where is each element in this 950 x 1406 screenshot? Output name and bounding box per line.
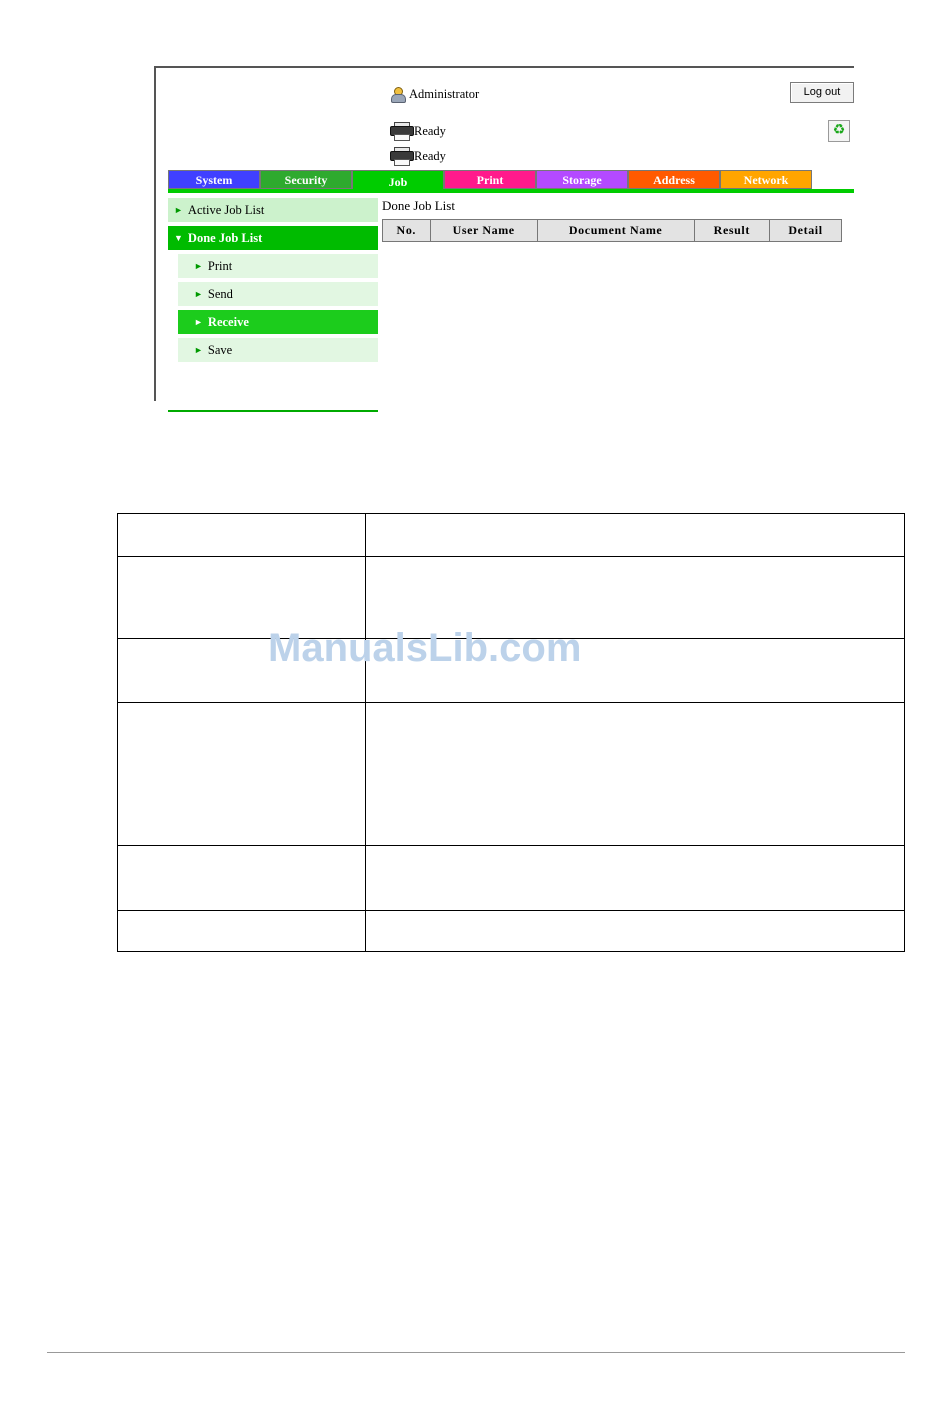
panel-left-border — [154, 66, 156, 401]
table-cell-label — [118, 514, 366, 557]
watermark: ManualsLib.com — [268, 626, 582, 670]
tab-underline — [168, 189, 854, 193]
sidebar-item-label: Receive — [207, 314, 249, 329]
device-status-row-1 — [390, 122, 446, 140]
table-row — [118, 846, 905, 911]
footer-divider — [47, 1352, 905, 1353]
tab-storage[interactable]: Storage — [536, 170, 628, 189]
sidebar-item-label: Print — [207, 258, 233, 273]
printer-icon — [390, 122, 412, 140]
content-pane — [382, 198, 848, 242]
chevron-down-icon: ▼ — [174, 232, 183, 243]
chevron-right-icon: ► — [194, 288, 203, 299]
tab-security[interactable]: Security — [260, 170, 352, 189]
webui-header — [168, 70, 854, 170]
chevron-right-icon: ► — [194, 344, 203, 355]
table-cell-description — [366, 703, 905, 846]
sidebar-item-save[interactable] — [178, 338, 378, 362]
table-header-row — [383, 220, 842, 242]
sidebar-item-receive[interactable] — [178, 310, 378, 334]
table-row — [118, 514, 905, 557]
column-header-detail: Detail — [770, 220, 842, 242]
column-header-user-name: User Name — [430, 220, 537, 242]
reference-table — [117, 513, 905, 952]
column-header-no: No. — [383, 220, 431, 242]
table-row — [118, 703, 905, 846]
table-cell-description — [366, 846, 905, 911]
sidebar-bottom-rule — [168, 410, 378, 412]
chevron-right-icon: ► — [194, 260, 203, 271]
device-web-ui-panel — [154, 66, 854, 401]
tab-system[interactable]: System — [168, 170, 260, 189]
main-tab-bar — [168, 170, 854, 191]
tab-network[interactable]: Network — [720, 170, 812, 189]
table-cell-label — [118, 846, 366, 911]
table-cell-description — [366, 911, 905, 952]
logout-button[interactable]: Log out — [790, 82, 854, 103]
user-name-label: Administrator — [409, 86, 480, 101]
device-status-label-2: Ready — [414, 148, 446, 163]
chevron-right-icon: ► — [174, 204, 183, 215]
sidebar-item-active-job-list[interactable] — [168, 198, 378, 222]
sidebar-item-done-job-list[interactable] — [168, 226, 378, 250]
column-header-result: Result — [694, 220, 770, 242]
sidebar-item-label: Active Job List — [187, 202, 265, 217]
panel-top-border — [154, 66, 854, 68]
table-cell-description — [366, 514, 905, 557]
sidebar-item-label: Save — [207, 342, 233, 357]
table-cell-label — [118, 911, 366, 952]
tab-address[interactable]: Address — [628, 170, 720, 189]
device-status-row-2 — [390, 147, 446, 165]
tab-job[interactable]: Job — [352, 170, 444, 193]
page-title: Done Job List — [382, 198, 455, 213]
done-job-list-table — [382, 219, 842, 242]
device-status-label-1: Ready — [414, 123, 446, 138]
tab-print[interactable]: Print — [444, 170, 536, 189]
printer-icon — [390, 147, 412, 165]
refresh-icon[interactable]: ♻ — [828, 120, 850, 142]
sidebar-item-label: Done Job List — [187, 230, 263, 245]
logged-in-user — [390, 86, 479, 102]
sidebar — [168, 198, 378, 366]
user-admin-icon — [390, 86, 406, 102]
sidebar-item-send[interactable] — [178, 282, 378, 306]
column-header-document-name: Document Name — [537, 220, 694, 242]
table-row — [118, 911, 905, 952]
table-cell-label — [118, 703, 366, 846]
chevron-right-icon: ► — [194, 316, 203, 327]
sidebar-item-label: Send — [207, 286, 233, 301]
sidebar-item-print[interactable] — [178, 254, 378, 278]
